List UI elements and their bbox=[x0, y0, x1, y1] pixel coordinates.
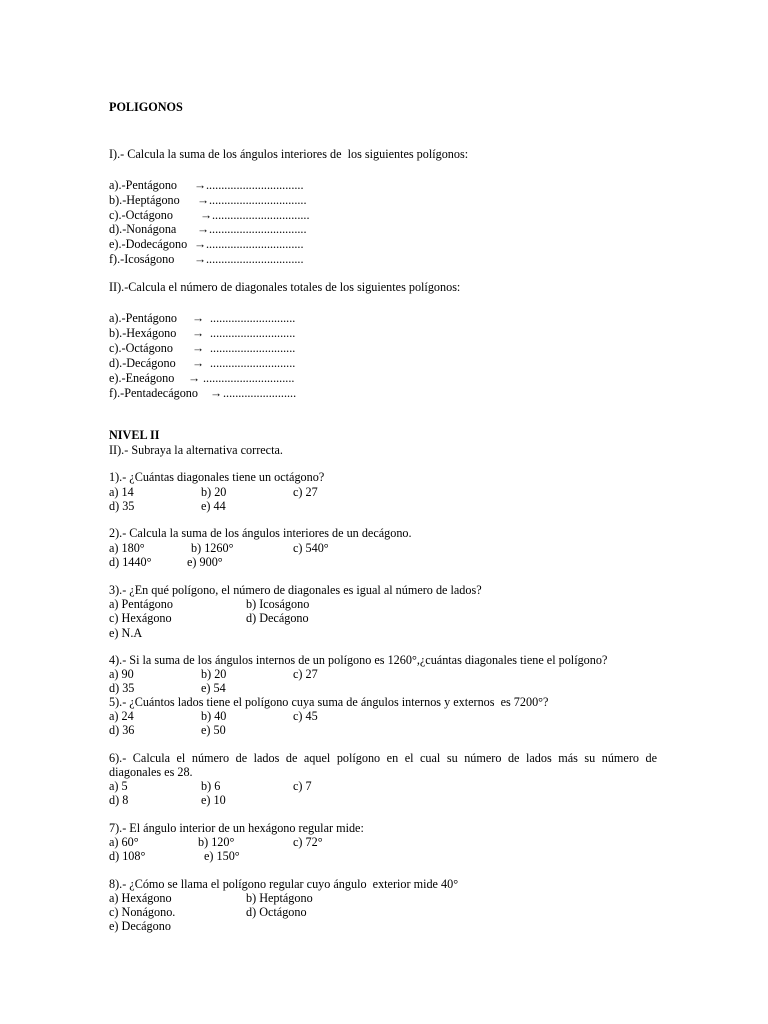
option-a: a) 24 bbox=[109, 709, 134, 723]
option-a: a) Pentágono bbox=[109, 597, 173, 611]
option-e: e) N.A bbox=[109, 626, 143, 640]
s2-item-label: e).-Eneágono bbox=[109, 371, 175, 385]
option-c: c) Hexágono bbox=[109, 611, 172, 625]
section1-instruction: I).- Calcula la suma de los ángulos interiores de los siguientes polígonos: bbox=[109, 147, 469, 161]
s1-item-dots: ................................ bbox=[212, 208, 310, 222]
nivel2-instruction: II).- Subraya la alternativa correcta. bbox=[109, 443, 283, 457]
option-b: b) 1260° bbox=[191, 541, 234, 555]
option-d: d) Octágono bbox=[246, 905, 307, 919]
option-a: a) Hexágono bbox=[109, 891, 172, 905]
s1-item-label: a).-Pentágono bbox=[109, 178, 178, 192]
s2-item-label: b).-Hexágono bbox=[109, 326, 177, 340]
arrow-icon: → bbox=[188, 371, 201, 385]
question-2: 2).- Calcula la suma de los ángulos interiores de un decágono. bbox=[109, 526, 412, 540]
option-c: c) 72° bbox=[293, 835, 323, 849]
option-d: d) 8 bbox=[109, 793, 129, 807]
s2-item-dots: ............................ bbox=[210, 326, 296, 340]
s2-item-dots: .............................. bbox=[203, 371, 295, 385]
s1-item-label: c).-Octágono bbox=[109, 208, 173, 222]
option-c: c) 540° bbox=[293, 541, 329, 555]
page-title: POLIGONOS bbox=[109, 100, 183, 114]
s1-item-dots: ................................ bbox=[209, 193, 307, 207]
arrow-icon: → bbox=[200, 208, 213, 222]
question-3: 3).- ¿En qué polígono, el número de diagonales es igual al número de lados? bbox=[109, 583, 482, 597]
arrow-icon: → bbox=[192, 356, 205, 370]
s1-item-dots: ................................ bbox=[206, 237, 304, 251]
option-a: a) 60° bbox=[109, 835, 139, 849]
question-4: 4).- Si la suma de los ángulos internos de un polígono es 1260°,¿cuántas diagonales tiene el polígono? bbox=[109, 653, 608, 667]
s1-item-dots: ................................ bbox=[209, 222, 307, 236]
question-6-continued: diagonales es 28. bbox=[109, 765, 193, 779]
option-e: e) 54 bbox=[201, 681, 226, 695]
option-c: c) 27 bbox=[293, 667, 318, 681]
nivel2-heading: NIVEL II bbox=[109, 428, 160, 442]
s1-item-label: f).-Icoságono bbox=[109, 252, 175, 266]
s2-item-label: a).-Pentágono bbox=[109, 311, 178, 325]
arrow-icon: → bbox=[194, 237, 207, 251]
option-d: d) 35 bbox=[109, 681, 135, 695]
arrow-icon: → bbox=[197, 193, 210, 207]
option-b: b) Heptágono bbox=[246, 891, 313, 905]
option-a: a) 180° bbox=[109, 541, 145, 555]
option-d: d) 108° bbox=[109, 849, 146, 863]
option-d: d) 35 bbox=[109, 499, 135, 513]
arrow-icon: → bbox=[210, 386, 223, 400]
s1-item-dots: ................................ bbox=[206, 178, 304, 192]
option-b: b) 6 bbox=[201, 779, 221, 793]
arrow-icon: → bbox=[197, 222, 210, 236]
question-7: 7).- El ángulo interior de un hexágono regular mide: bbox=[109, 821, 364, 835]
question-1: 1).- ¿Cuántas diagonales tiene un octágono? bbox=[109, 470, 325, 484]
option-b: b) 20 bbox=[201, 667, 227, 681]
option-e: e) 150° bbox=[204, 849, 240, 863]
section2-instruction: II).-Calcula el número de diagonales totales de los siguientes polígonos: bbox=[109, 280, 461, 294]
s1-item-label: e).-Dodecágono bbox=[109, 237, 188, 251]
option-c: c) 27 bbox=[293, 485, 318, 499]
option-c: c) 45 bbox=[293, 709, 318, 723]
arrow-icon: → bbox=[194, 252, 207, 266]
arrow-icon: → bbox=[192, 311, 205, 325]
option-d: d) Decágono bbox=[246, 611, 309, 625]
arrow-icon: → bbox=[194, 178, 207, 192]
option-e: e) Decágono bbox=[109, 919, 171, 933]
option-a: a) 5 bbox=[109, 779, 128, 793]
option-d: d) 36 bbox=[109, 723, 135, 737]
s2-item-dots: ............................ bbox=[210, 356, 296, 370]
option-c: c) Nonágono. bbox=[109, 905, 176, 919]
option-b: b) 40 bbox=[201, 709, 227, 723]
question-8: 8).- ¿Cómo se llama el polígono regular cuyo ángulo exterior mide 40° bbox=[109, 877, 459, 891]
s2-item-dots: ........................ bbox=[223, 386, 297, 400]
arrow-icon: → bbox=[192, 341, 205, 355]
option-e: e) 900° bbox=[187, 555, 223, 569]
option-a: a) 14 bbox=[109, 485, 134, 499]
s2-item-dots: ............................ bbox=[210, 311, 296, 325]
question-6: 6).- Calcula el número de lados de aquel polígono en el cual su número de lados más su número de bbox=[109, 751, 657, 765]
option-b: b) 120° bbox=[198, 835, 235, 849]
option-d: d) 1440° bbox=[109, 555, 152, 569]
option-b: b) Icoságono bbox=[246, 597, 310, 611]
option-e: e) 50 bbox=[201, 723, 226, 737]
s1-item-label: b).-Heptágono bbox=[109, 193, 180, 207]
option-e: e) 44 bbox=[201, 499, 226, 513]
option-b: b) 20 bbox=[201, 485, 227, 499]
option-e: e) 10 bbox=[201, 793, 226, 807]
option-a: a) 90 bbox=[109, 667, 134, 681]
question-5: 5).- ¿Cuántos lados tiene el polígono cuya suma de ángulos internos y externos es 7200°? bbox=[109, 695, 549, 709]
s2-item-label: c).-Octágono bbox=[109, 341, 173, 355]
option-c: c) 7 bbox=[293, 779, 312, 793]
s2-item-label: f).-Pentadecágono bbox=[109, 386, 198, 400]
arrow-icon: → bbox=[192, 326, 205, 340]
s1-item-dots: ................................ bbox=[206, 252, 304, 266]
s2-item-label: d).-Decágono bbox=[109, 356, 176, 370]
s2-item-dots: ............................ bbox=[210, 341, 296, 355]
s1-item-label: d).-Nonágona bbox=[109, 222, 177, 236]
